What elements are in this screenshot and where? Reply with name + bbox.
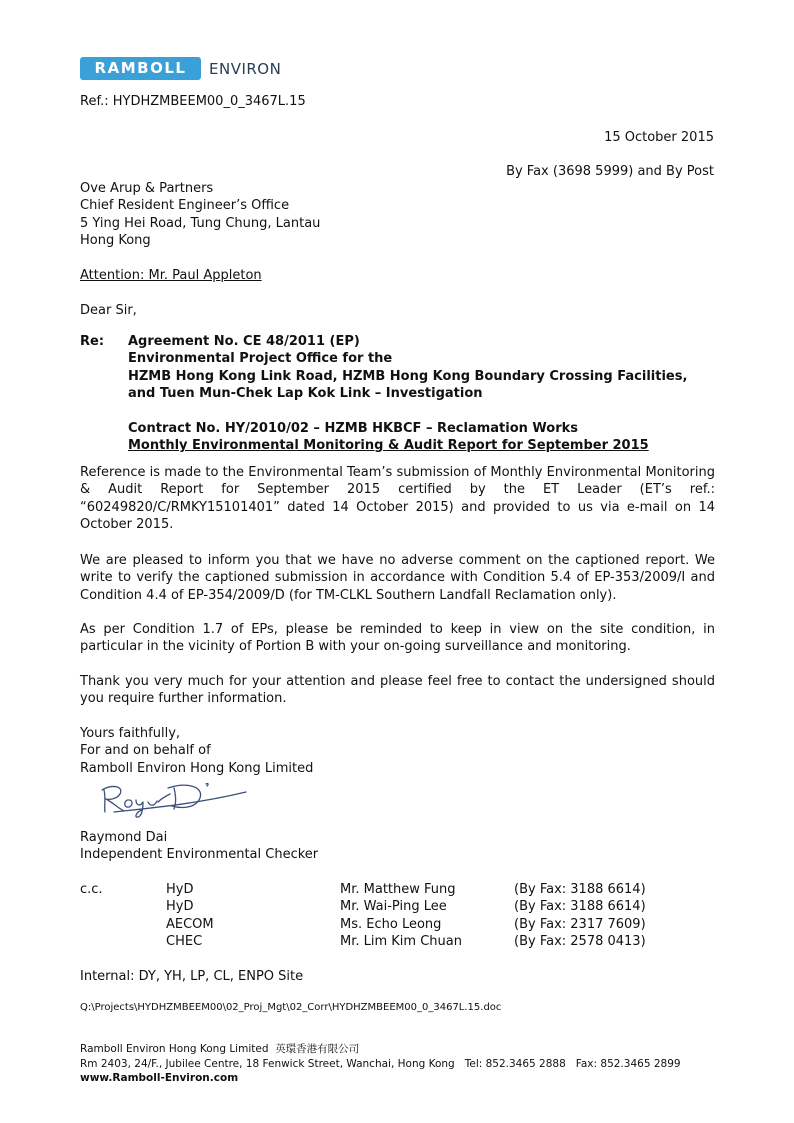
subject-office: Environmental Project Office for the (128, 351, 393, 367)
subject-contract: Contract No. HY/2010/02 – HZMB HKBCF – Reclamation Works (128, 420, 579, 436)
cc-org-column (166, 881, 214, 951)
cc-fax: (By Fax: 2317 7609) (514, 916, 646, 932)
recipient-line: 5 Ying Hei Road, Tung Chung, Lantau (80, 215, 321, 231)
attention-line: Attention: Mr. Paul Appleton (80, 268, 262, 283)
cc-fax: (By Fax: 2578 0413) (514, 934, 646, 950)
reference-number: Ref.: HYDHZMBEEM00_0_3467L.15 (80, 94, 306, 109)
signatory-block (80, 829, 318, 864)
body-paragraph-2: We are pleased to inform you that we have no adverse comment on the captioned report. We write to verify the captioned submission in accordance with Condition 5.4 of EP-353/2009/I and Condition 4.4 of EP-354/2009/D (for TM-CLKL Southern Landfall Reclamation only). (80, 553, 715, 603)
delivery-method: By Fax (3698 5999) and By Post (506, 164, 714, 179)
cc-fax: (By Fax: 3188 6614) (514, 882, 646, 897)
cc-person: Mr. Wai-Ping Lee (340, 899, 447, 915)
recipient-line: Chief Resident Engineer’s Office (80, 198, 290, 214)
cc-person: Mr. Lim Kim Chuan (340, 934, 462, 950)
subject-project-1: HZMB Hong Kong Link Road, HZMB Hong Kong Boundary Crossing Facilities, (128, 368, 688, 384)
cc-fax: (By Fax: 3188 6614) (514, 899, 646, 915)
cc-label: c.c. (80, 882, 103, 897)
salutation: Dear Sir, (80, 303, 137, 318)
subject-project-2: and Tuen Mun-Chek Lap Kok Link – Investigation (128, 386, 483, 402)
cc-org: HyD (166, 882, 194, 897)
body-paragraph-4: Thank you very much for your attention and please feel free to contact the undersigned should you require further information. (80, 674, 715, 707)
footer-fax: Fax: 852.3465 2899 (575, 1058, 681, 1070)
body-paragraph-3: As per Condition 1.7 of EPs, please be reminded to keep in view on the site condition, in particular in the vicinity of Portion B with your on-going surveillance and monitoring. (80, 622, 715, 655)
footer-website[interactable]: www.Ramboll-Environ.com (80, 1072, 239, 1084)
recipient-address (80, 180, 320, 250)
subject-report: Monthly Environmental Monitoring & Audit Report for September 2015 (128, 438, 649, 454)
signatory-title: Independent Environmental Checker (80, 847, 319, 863)
closing-line: Yours faithfully, (80, 726, 181, 741)
closing-block (80, 725, 313, 777)
cc-person: Ms. Echo Leong (340, 916, 442, 932)
cc-org: CHEC (166, 934, 203, 950)
footer-address-line (80, 1057, 681, 1071)
recipient-line: Ove Arup & Partners (80, 181, 214, 196)
handwritten-signature (96, 778, 256, 820)
cc-org: HyD (166, 899, 194, 915)
closing-line: For and on behalf of (80, 743, 211, 759)
file-path: Q:\Projects\HYDHZMBEEM00\02_Proj_Mgt\02_Corr\HYDHZMBEEM00_0_3467L.15.doc (80, 1002, 502, 1013)
cc-person-column (340, 881, 462, 951)
footer-company: Ramboll Environ Hong Kong Limited (80, 1043, 269, 1055)
re-label: Re: (80, 334, 105, 349)
letter-date: 15 October 2015 (604, 130, 714, 145)
internal-distribution: Internal: DY, YH, LP, CL, ENPO Site (80, 969, 304, 984)
footer-address: Rm 2403, 24/F., Jubilee Centre, 18 Fenwick Street, Wanchai, Hong Kong (80, 1058, 455, 1070)
cc-fax-column (514, 881, 646, 951)
company-logo-text: ENVIRON (209, 60, 282, 78)
footer-company-cn: 英環香港有限公司 (275, 1043, 360, 1055)
subject-block (128, 333, 718, 454)
body-paragraph-1: Reference is made to the Environmental Team’s submission of Monthly Environmental Monitoring & Audit Report for September 2015 certified by the ET Leader (ET’s ref.: “60249820/C/RMKY15101401” dated 14 October 2015) and provided to us via e-mail on 14 October 2015. (80, 465, 715, 533)
footer-tel: Tel: 852.3465 2888 (464, 1058, 566, 1070)
footer-company-line (80, 1042, 359, 1056)
subject-agreement: Agreement No. CE 48/2011 (EP) (128, 334, 360, 349)
company-logo-mark: RAMBOLL (80, 57, 201, 80)
closing-company: Ramboll Environ Hong Kong Limited (80, 760, 314, 776)
recipient-line: Hong Kong (80, 233, 151, 249)
cc-org: AECOM (166, 916, 214, 932)
cc-person: Mr. Matthew Fung (340, 882, 456, 897)
signatory-name: Raymond Dai (80, 830, 168, 845)
